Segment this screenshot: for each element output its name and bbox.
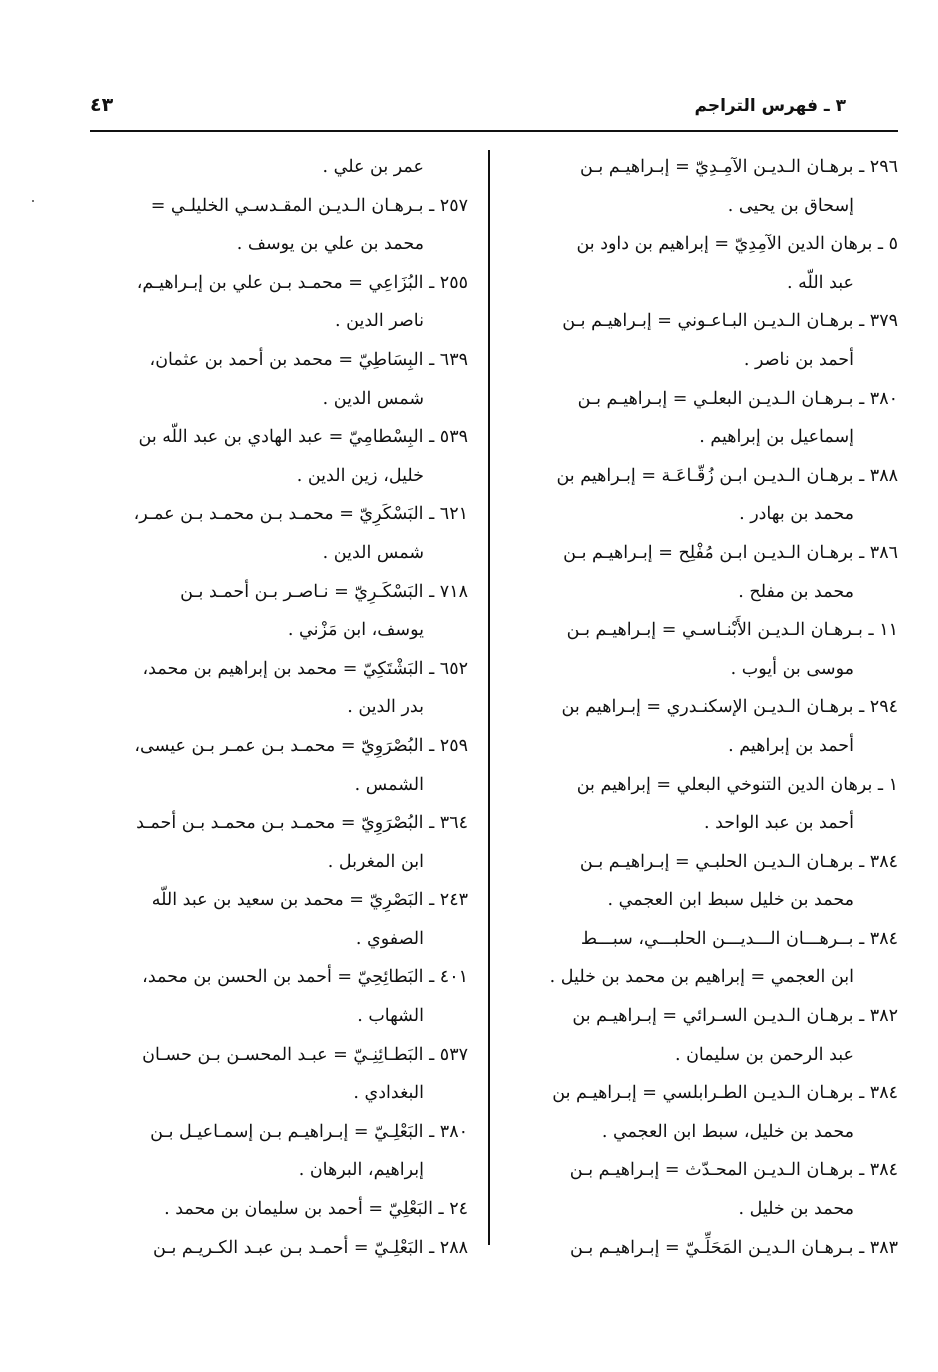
index-entry-continuation: بدر الدين . xyxy=(347,697,424,718)
index-entry: ٣٨٦ ـ برهـان الـديـن ابـن مُفْلِح = إبـراهيـم بـن xyxy=(563,542,898,563)
index-entry: ٢٩٤ ـ برهـان الـديـن الإسكنـدري = إبـراهيم بن xyxy=(561,697,898,718)
index-entry-continuation: محمد بن خليل . xyxy=(738,1199,854,1220)
index-entry-continuation: الصفوي . xyxy=(355,928,424,949)
index-entry-continuation: محمد بن علي بن يوسف . xyxy=(236,234,424,255)
index-entry-continuation: عبد اللّه . xyxy=(787,272,854,293)
index-entry: ٢٤٣ ـ البَصْرِيّ = محمد بن سعيد بن عبد اللّه xyxy=(151,890,468,911)
index-entry: ٢٥٧ ـ بـرهـان الـديـن المقـدسـي الخليلـي = xyxy=(150,195,468,216)
index-entry: ٢٥٥ ـ البُزَاعِي = محمـد بـن علي بن إبـراهيـم، xyxy=(136,272,468,293)
index-entry: ٦٢١ ـ البَسْكَرِيّ = محمـد بـن محمـد بـن عمـر، xyxy=(133,504,468,525)
index-entry: ٣٦٤ ـ البُصْرَوِيّ = محمـد بـن محمـد بـن أحمـد xyxy=(136,813,468,834)
index-entry-continuation: عبد الرحمن بن سليمان . xyxy=(674,1044,854,1065)
index-entry-continuation: محمد بن مفلح . xyxy=(738,581,854,602)
index-entry: ٥ ـ برهان الدين الآمِدِيّ = إبراهيم بن داود بن xyxy=(576,234,898,255)
index-entry-continuation: موسى بن أيوب . xyxy=(730,658,854,679)
index-entry-continuation: أحمد بن ناصر . xyxy=(743,349,854,370)
index-entry: ١١ ـ بـرهـان الـديـن الأَبْنـاسـي = إبـراهيـم بـن xyxy=(566,620,898,641)
right-column xyxy=(520,148,898,1267)
index-entry: ٣٨٤ ـ بــرهـــان الـــديـــن الحلبـــي، سبـــط xyxy=(580,928,898,949)
index-entry: ٣٨٤ ـ برهـان الـديـن المحـدّث = إبـراهيـم بـن xyxy=(569,1160,898,1181)
index-entry-continuation: محمد بن بهادر . xyxy=(739,504,854,525)
index-entry-continuation: البغدادي . xyxy=(353,1083,424,1104)
index-entry: ١ ـ برهان الدين التنوخي البعلي = إبراهيم بن xyxy=(576,774,898,795)
index-entry-continuation: ابن المغربل . xyxy=(327,851,424,872)
index-entry-continuation: محمد بن خليل، سبط ابن العجمي . xyxy=(601,1121,854,1142)
page-number: ٤٣ xyxy=(90,94,114,116)
index-entry: ٤٠١ ـ البَطائِحِيّ = أحمد بن الحسن بن محمد، xyxy=(142,967,468,988)
index-entry: ٣٨٠ ـ البَعْلِـيّ = إبـراهيـم بـن إسمـاعيـل بـن xyxy=(150,1121,468,1142)
header-rule xyxy=(90,130,898,132)
index-entry: ٣٨٠ ـ بـرهـان الـديـن البعلـي = إبـراهيـم بـن xyxy=(577,388,898,409)
index-entry-continuation: إسماعيل بن إبراهيم . xyxy=(699,427,854,448)
index-entry: ٢٩٦ ـ برهـان الـديـن الآمِـدِيّ = إبـراهيـم بـن xyxy=(579,157,898,177)
column-divider xyxy=(488,150,490,1245)
index-entry: ٢٥٩ ـ البُصْرَوِيّ = محمـد بـن عمـر بـن عيسى، xyxy=(134,735,468,756)
index-entry-continuation: ناصر الدين . xyxy=(335,311,424,332)
index-entry-continuation: شمس الدين . xyxy=(322,388,424,409)
index-entry-continuation: أحمد بن عبد الواحد . xyxy=(704,813,854,834)
index-entry-continuation: إبراهيم، البرهان . xyxy=(298,1160,424,1181)
index-entry: ٥٣٩ ـ البِسْطامِيّ = عبد الهادي بن عبد اللّه بن xyxy=(138,427,468,448)
index-entry: ٣٨٨ ـ برهـان الـديـن ابـن زُقّـاعَـة = إبـراهيم بن xyxy=(556,465,898,486)
index-entry-continuation: خليل، زين الدين . xyxy=(296,465,424,486)
index-entry: ٣٨٤ ـ برهـان الـديـن الحلبـي = إبـراهيـم بـن xyxy=(579,851,898,872)
index-entry-continuation: يوسف، ابن مَزْني . xyxy=(287,620,424,641)
index-entry: ٥٣٧ ـ البَطـائِنِـيّ = عبـد المحسـن بـن حسـان xyxy=(142,1044,468,1065)
index-entry: ٦٥٢ ـ البَشْتَكِيّ = محمد بن إبراهيم بن محمد، xyxy=(142,658,468,679)
index-entry-continuation: محمد بن خليل سبط ابن العجمي . xyxy=(607,890,854,911)
index-entry-continuation: الشهاب . xyxy=(357,1006,424,1027)
left-column xyxy=(88,148,468,1267)
index-entry-continuation: شمس الدين . xyxy=(322,542,424,563)
index-entry: ٢٤ ـ البَعْلِيّ = أحمد بن سليمان بن محمد . xyxy=(164,1199,468,1220)
scan-speck xyxy=(32,200,34,202)
index-entry: ٣٨٣ ـ بـرهـان الـديـن المَحَلِّـيّ = إبـراهيـم بـن xyxy=(569,1237,898,1258)
index-entry-continuation: الشمس . xyxy=(354,774,424,795)
section-title: ٣ ـ فهرس التراجم xyxy=(694,96,846,116)
index-entry-continuation: إسحاق بن يحيى . xyxy=(727,195,854,216)
index-entry: ٣٧٩ ـ برهـان الـديـن البـاعـوني = إبـراهيـم بـن xyxy=(562,311,898,332)
index-entry-continuation: أحمد بن إبراهيم . xyxy=(728,735,854,756)
index-entry: ٣٨٤ ـ برهـان الـديـن الطـرابلسي = إبـراهيـم بن xyxy=(552,1083,898,1104)
index-entry-continuation: عمر بن علي . xyxy=(322,157,424,177)
index-entry: ٦٣٩ ـ البِسَاطِيّ = محمد بن أحمد بن عثمان، xyxy=(149,349,468,370)
index-entry-continuation: ابن العجمي = إبراهيم بن محمد بن خليل . xyxy=(549,967,854,988)
index-entry: ٢٨٨ ـ البَعْلِـيّ = أحمـد بـن عبـد الكـريـم بـن xyxy=(153,1237,468,1258)
index-entry: ٧١٨ ـ البَسْكَـرِيّ = نـاصـر بـن أحمـد بـن xyxy=(180,581,468,602)
index-entry: ٣٨٢ ـ برهـان الـديـن السـرائي = إبـراهيـم بن xyxy=(572,1006,898,1027)
